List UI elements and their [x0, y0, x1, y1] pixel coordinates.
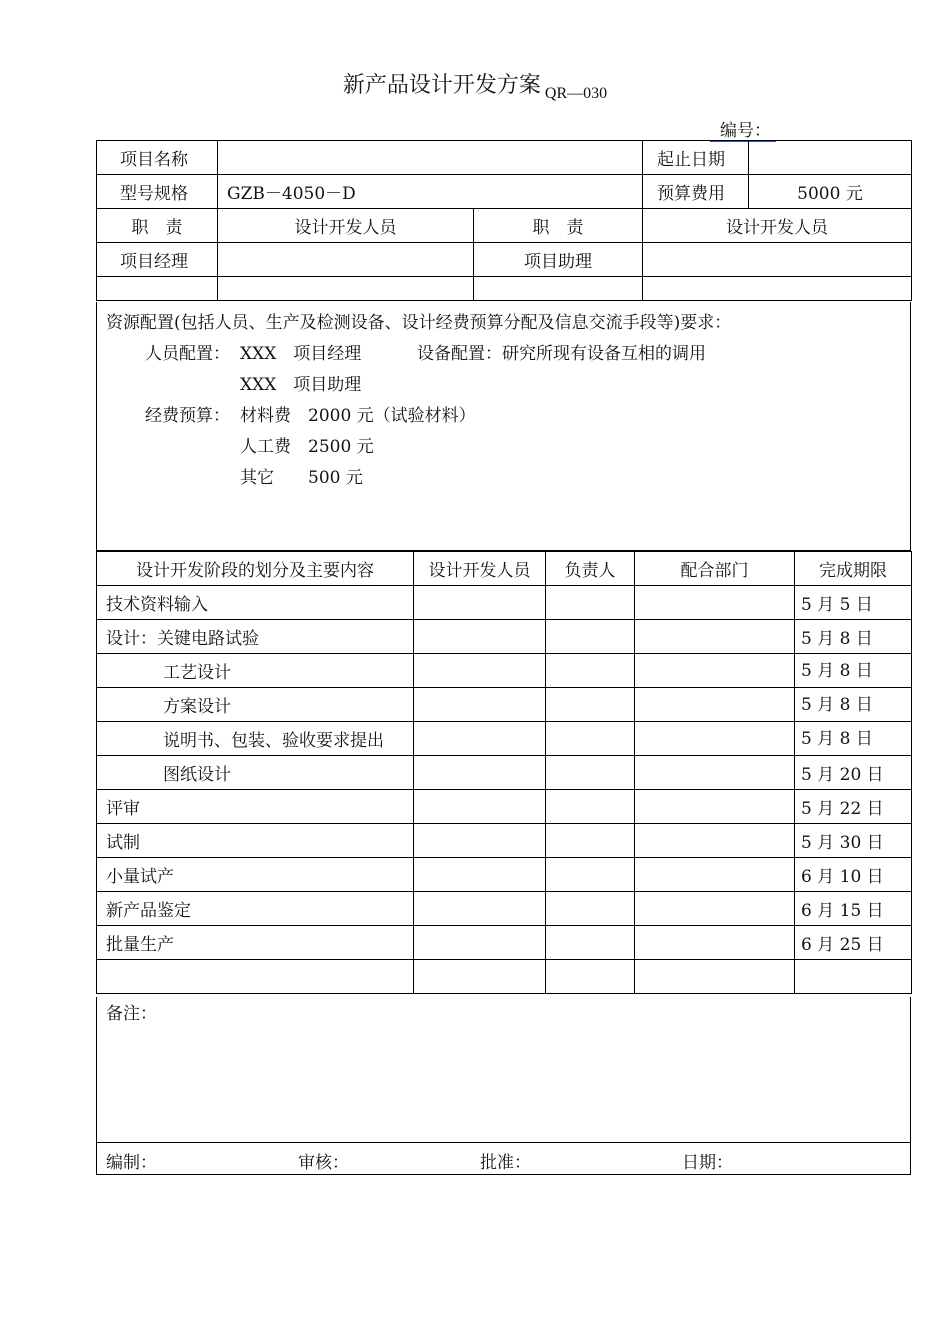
blank-role-row: [97, 277, 912, 301]
model-row: [97, 175, 912, 209]
stage-cell: 批量生产: [97, 926, 414, 960]
department-cell[interactable]: [635, 654, 795, 688]
staff-cell[interactable]: [414, 790, 546, 824]
deadline-cell: 5 月 8 日: [795, 654, 912, 688]
department-cell[interactable]: [635, 790, 795, 824]
resource-section: [96, 302, 911, 551]
blank-cell[interactable]: [414, 960, 546, 994]
stage-cell: 试制: [97, 824, 414, 858]
stage-cell: 工艺设计: [97, 654, 414, 688]
assistant-value[interactable]: [643, 243, 912, 277]
stage-cell: 新产品鉴定: [97, 892, 414, 926]
staff-cell[interactable]: [414, 824, 546, 858]
blank-cell[interactable]: [97, 960, 414, 994]
stage-cell: 设计：关键电路试验: [97, 620, 414, 654]
reviewed-by-label: 审核：: [298, 1153, 349, 1173]
remarks-box[interactable]: [96, 997, 911, 1143]
blank-cell[interactable]: [635, 960, 795, 994]
department-cell[interactable]: [635, 892, 795, 926]
staff-cell[interactable]: [414, 654, 546, 688]
assistant-label: 项目助理: [474, 243, 643, 277]
signature-row: [96, 1142, 911, 1175]
blank-table-row: [97, 960, 912, 994]
prepared-by-label: 编制：: [106, 1153, 157, 1173]
owner-cell[interactable]: [546, 892, 635, 926]
table-row: [97, 722, 912, 756]
staff-cell[interactable]: [414, 892, 546, 926]
owner-cell[interactable]: [546, 722, 635, 756]
owner-cell[interactable]: [546, 824, 635, 858]
table-row: [97, 756, 912, 790]
blank-cell[interactable]: [546, 960, 635, 994]
date-range-label: 起止日期: [643, 141, 749, 175]
deadline-cell: 5 月 8 日: [795, 722, 912, 756]
staff-column-header: 设计开发人员: [414, 552, 546, 586]
department-cell[interactable]: [635, 586, 795, 620]
deadline-cell: 5 月 30 日: [795, 824, 912, 858]
owner-column-header: 负责人: [546, 552, 635, 586]
stage-cell: 小量试产: [97, 858, 414, 892]
form-code: QR—030: [544, 85, 608, 102]
deadline-cell: 6 月 25 日: [795, 926, 912, 960]
model-value[interactable]: GZB－4050－D: [218, 175, 643, 209]
department-cell[interactable]: [635, 688, 795, 722]
staff-cell[interactable]: [414, 756, 546, 790]
table-row: [97, 654, 912, 688]
staff-cell[interactable]: [414, 926, 546, 960]
blank-cell[interactable]: [474, 277, 643, 301]
schedule-header-row: [97, 552, 912, 586]
blank-cell[interactable]: [795, 960, 912, 994]
deadline-cell: 5 月 22 日: [795, 790, 912, 824]
remarks-label: 备注：: [106, 1004, 157, 1024]
owner-cell[interactable]: [546, 586, 635, 620]
staff-label-right: 设计开发人员: [643, 209, 912, 243]
deadline-cell: 6 月 15 日: [795, 892, 912, 926]
staff-cell[interactable]: [414, 688, 546, 722]
budget-line-1: 材料费 2000 元（试验材料）: [240, 406, 476, 426]
duty-header-row: [97, 209, 912, 243]
table-row: [97, 586, 912, 620]
budget-allocation-label: 经费预算：: [145, 406, 230, 426]
staff-cell[interactable]: [414, 722, 546, 756]
duty-label-right: 职 责: [474, 209, 643, 243]
owner-cell[interactable]: [546, 620, 635, 654]
stage-cell: 方案设计: [97, 688, 414, 722]
stage-column-header: 设计开发阶段的划分及主要内容: [97, 552, 414, 586]
budget-value[interactable]: 5000 元: [749, 175, 912, 209]
staff-cell[interactable]: [414, 858, 546, 892]
personnel-label: 人员配置：: [145, 344, 230, 364]
duty-label-left: 职 责: [97, 209, 218, 243]
stage-cell: 评审: [97, 790, 414, 824]
deadline-cell: 6 月 10 日: [795, 858, 912, 892]
table-row: [97, 790, 912, 824]
blank-cell[interactable]: [643, 277, 912, 301]
department-cell[interactable]: [635, 824, 795, 858]
table-row: [97, 688, 912, 722]
owner-cell[interactable]: [546, 858, 635, 892]
stage-cell: 图纸设计: [97, 756, 414, 790]
manager-value[interactable]: [218, 243, 474, 277]
personnel-line-1: XXX 项目经理: [240, 344, 362, 364]
deadline-cell: 5 月 8 日: [795, 688, 912, 722]
stage-cell: 说明书、包装、验收要求提出: [97, 722, 414, 756]
deadline-cell: 5 月 5 日: [795, 586, 912, 620]
approved-by-label: 批准：: [480, 1153, 531, 1173]
schedule-table: [96, 551, 912, 994]
deadline-cell: 5 月 20 日: [795, 756, 912, 790]
budget-line-2: 人工费 2500 元: [240, 437, 374, 457]
table-row: [97, 858, 912, 892]
department-column-header: 配合部门: [635, 552, 795, 586]
project-info-table: [96, 140, 912, 301]
owner-cell[interactable]: [546, 688, 635, 722]
owner-cell[interactable]: [546, 654, 635, 688]
staff-label-left: 设计开发人员: [218, 209, 474, 243]
budget-label: 预算费用: [643, 175, 749, 209]
owner-cell[interactable]: [546, 926, 635, 960]
equipment-line: 设备配置：研究所现有设备互相的调用: [417, 344, 706, 364]
manager-label: 项目经理: [97, 243, 218, 277]
department-cell[interactable]: [635, 722, 795, 756]
project-name-value[interactable]: [218, 141, 643, 175]
department-cell[interactable]: [635, 756, 795, 790]
owner-cell[interactable]: [546, 790, 635, 824]
owner-cell[interactable]: [546, 756, 635, 790]
staff-cell[interactable]: [414, 586, 546, 620]
table-row: [97, 926, 912, 960]
project-name-label: 项目名称: [97, 141, 218, 175]
deadline-column-header: 完成期限: [795, 552, 912, 586]
project-name-row: [97, 141, 912, 175]
department-cell[interactable]: [635, 620, 795, 654]
staff-cell[interactable]: [414, 620, 546, 654]
table-row: [97, 824, 912, 858]
document-title: [0, 68, 950, 102]
deadline-cell: 5 月 8 日: [795, 620, 912, 654]
title-text: 新产品设计开发方案: [342, 73, 541, 98]
table-row: [97, 892, 912, 926]
table-row: [97, 620, 912, 654]
department-cell[interactable]: [635, 926, 795, 960]
blank-cell[interactable]: [218, 277, 474, 301]
stage-cell: 技术资料输入: [97, 586, 414, 620]
serial-number-field[interactable]: 编号：: [710, 116, 776, 142]
department-cell[interactable]: [635, 858, 795, 892]
personnel-line-2: XXX 项目助理: [240, 375, 362, 395]
model-label: 型号规格: [97, 175, 218, 209]
resource-heading: 资源配置(包括人员、生产及检测设备、设计经费预算分配及信息交流手段等)要求：: [106, 313, 732, 333]
budget-line-3: 其它 500 元: [240, 468, 363, 488]
date-range-value[interactable]: [749, 141, 912, 175]
sign-date-label: 日期：: [682, 1153, 733, 1173]
blank-cell[interactable]: [97, 277, 218, 301]
role-row: [97, 243, 912, 277]
